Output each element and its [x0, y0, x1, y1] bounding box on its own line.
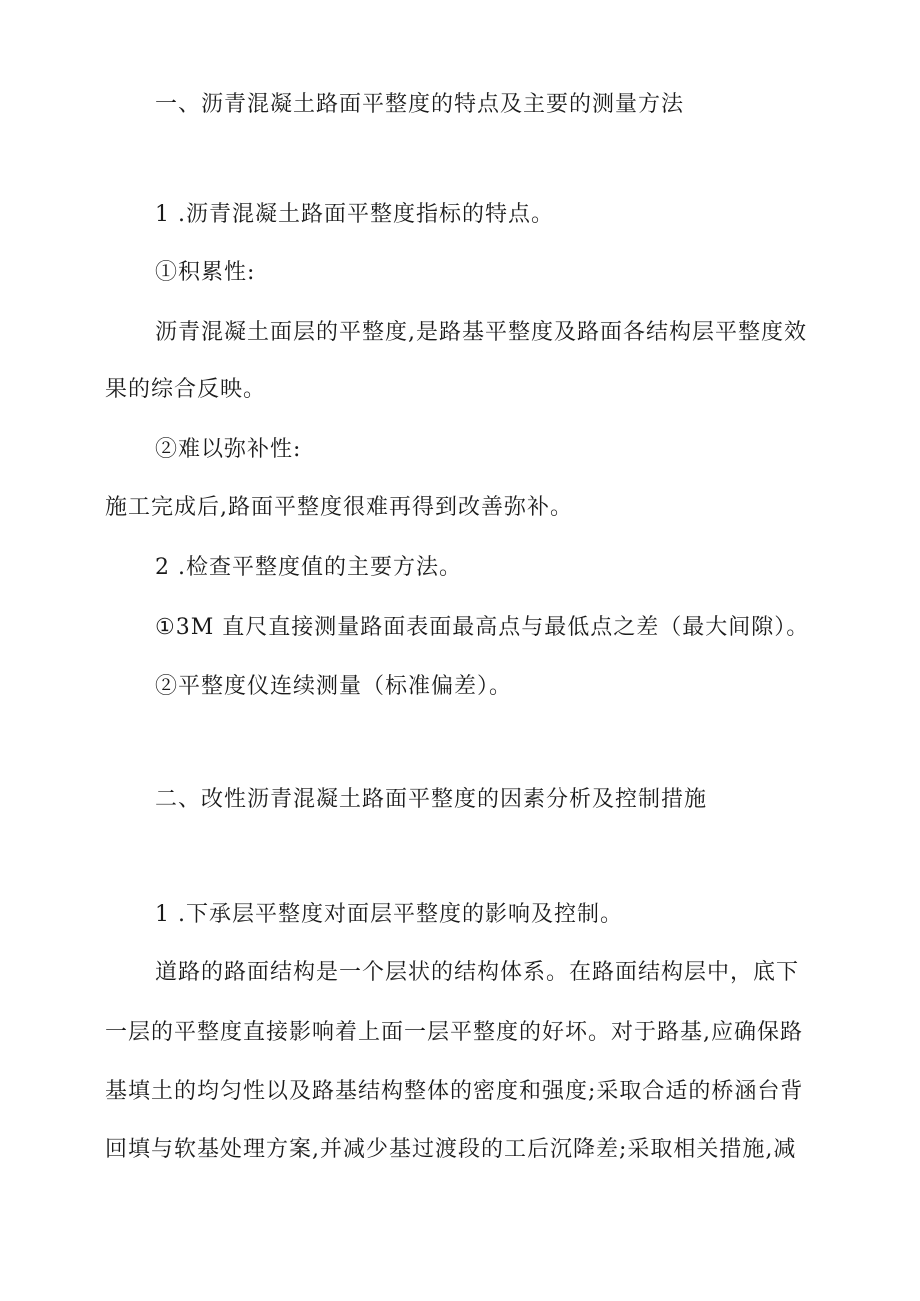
section-2-sub-1-title: 1 .下承层平整度对面层平整度的影响及控制。 [155, 902, 623, 927]
paragraph-line-3: 基填土的均匀性以及路基结构整体的密度和强度;采取合适的桥涵台背 [105, 1079, 804, 1104]
section-1-sub-2-title: 2 .检查平整度值的主要方法。 [155, 555, 462, 580]
method-2: ②平整度仪连续测量（标准偏差）。 [155, 674, 513, 699]
item-1-text-line-2: 果的综合反映。 [105, 377, 267, 402]
item-2-label: ②难以弥补性: [155, 437, 302, 462]
item-1-label: ①积累性: [155, 260, 256, 285]
method-1: ①3M 直尺直接测量路面表面最高点与最低点之差（最大间隙）。 [155, 615, 810, 640]
section-1-sub-1-title: 1 .沥青混凝土路面平整度指标的特点。 [155, 202, 554, 227]
section-2-heading: 二、改性沥青混凝土路面平整度的因素分析及控制措施 [155, 787, 708, 812]
paragraph-line-1: 道路的路面结构是一个层状的结构体系。在路面结构层中，底下 [155, 960, 800, 985]
paragraph-line-4: 回填与软基处理方案,并减少基过渡段的工后沉降差;采取相关措施,减 [105, 1137, 797, 1162]
section-1-heading: 一、沥青混凝土路面平整度的特点及主要的测量方法 [155, 92, 685, 117]
item-2-text: 施工完成后,路面平整度很难再得到改善弥补。 [105, 495, 573, 520]
item-1-text-line-1: 沥青混凝土面层的平整度,是路基平整度及路面各结构层平整度效 [155, 320, 807, 345]
paragraph-line-2: 一层的平整度直接影响着上面一层平整度的好坏。对于路基,应确保路 [105, 1020, 803, 1045]
